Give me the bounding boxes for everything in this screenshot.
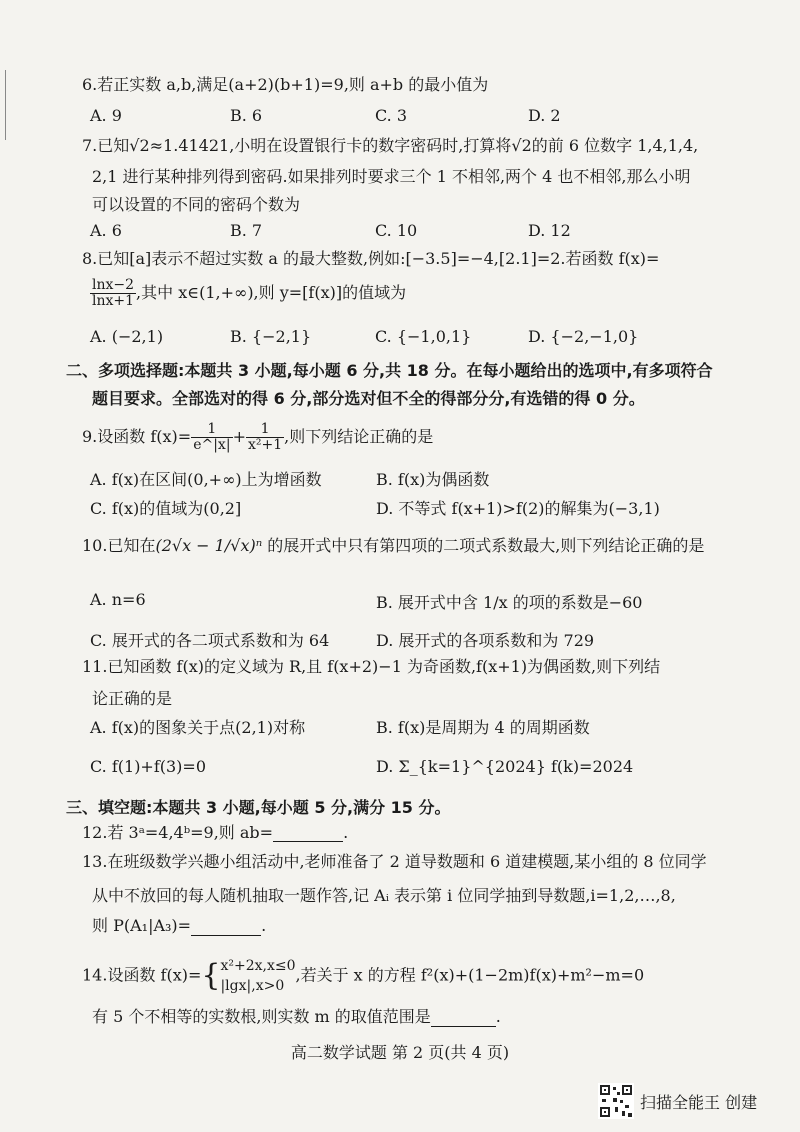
q8-frac-num: lnx−2 (92, 277, 135, 293)
margin-line (5, 70, 6, 140)
q12-stem (82, 824, 348, 842)
q9-frac2-num: 1 (246, 422, 284, 438)
q7-option-a: A. 6 (90, 221, 122, 240)
q8-frac-den: lnx+1 (92, 293, 135, 309)
q14-line2-prefix: 有 5 个不相等的实数根,则实数 m 的取值范围是 (92, 1007, 431, 1026)
q14-case2: |lgx|,x>0 (220, 978, 285, 994)
q12-answer-blank[interactable] (273, 827, 343, 842)
q12-prefix: 12.若 3ᵃ=4,4ᵇ=9,则 ab= (82, 823, 274, 842)
q14-answer-blank[interactable] (431, 1012, 496, 1027)
q13-line1: 13.在班级数学兴趣小组活动中,老师准备了 2 道导数题和 6 道建模题,某小组的 8 位同学 (82, 852, 707, 871)
q13-answer-blank[interactable] (191, 921, 261, 936)
q9-frac1-num: 1 (191, 422, 232, 438)
q14-brace: { (201, 958, 221, 993)
q9-option-a: A. f(x)在区间(0,+∞)上为增函数 (90, 470, 322, 489)
q8-option-c: C. {−1,0,1} (375, 327, 472, 346)
q11-line2: 论正确的是 (92, 689, 173, 708)
section3-heading: 三、填空题:本题共 3 小题,每小题 5 分,满分 15 分。 (66, 798, 451, 817)
q14-prefix: 14.设函数 f(x)= (82, 965, 202, 985)
q10-option-d: D. 展开式的各项系数和为 729 (376, 631, 595, 650)
q6-stem: 6.若正实数 a,b,满足(a+2)(b+1)=9,则 a+b 的最小值为 (82, 75, 489, 94)
q13-line3-suffix: . (261, 916, 267, 935)
q7-option-c: C. 10 (375, 221, 418, 240)
q9-option-d: D. 不等式 f(x+1)>f(2)的解集为(−3,1) (376, 499, 660, 518)
q10-stem (82, 537, 704, 555)
q7-line1: 7.已知√2≈1.41421,小明在设置银行卡的数字密码时,打算将√2的前 6 位数字 1,4,1,4, (82, 136, 699, 155)
q11-option-b: B. f(x)是周期为 4 的周期函数 (376, 718, 590, 737)
q7-line3: 可以设置的不同的密码个数为 (92, 195, 301, 214)
q10-expression: (2√x − 1/√x)ⁿ (155, 536, 263, 555)
q13-line3-prefix: 则 P(A₁|A₃)= (92, 916, 192, 935)
q11-option-c: C. f(1)+f(3)=0 (90, 757, 207, 776)
q6-option-a: A. 9 (90, 106, 122, 125)
q9-stem (82, 422, 433, 453)
q14-stem (82, 956, 644, 996)
q7-line2: 2,1 进行某种排列得到密码.如果排列时要求三个 1 不相邻,两个 4 也不相邻,那么小明 (92, 167, 691, 186)
q8-fraction (90, 278, 136, 309)
q6-option-c: C. 3 (375, 106, 408, 125)
q9-option-c: C. f(x)的值域为(0,2] (90, 499, 242, 518)
q14-suffix: ,若关于 x 的方程 f²(x)+(1−2m)f(x)+m²−m=0 (295, 965, 645, 985)
q12-suffix: . (343, 823, 349, 842)
q10-suffix: 的展开式中只有第四项的二项式系数最大,则下列结论正确的是 (262, 536, 705, 555)
q7-option-b: B. 7 (230, 221, 263, 240)
q14-line2-suffix: . (495, 1007, 501, 1026)
q6-option-d: D. 2 (528, 106, 561, 125)
q7-option-d: D. 12 (528, 221, 571, 240)
q9-frac1-den: e^|x| (193, 437, 231, 453)
q6-option-b: B. 6 (230, 106, 263, 125)
scanner-watermark: 扫描全能王 创建 (640, 1093, 758, 1112)
q11-option-a: A. f(x)的图象关于点(2,1)对称 (90, 718, 306, 737)
q9-frac1 (191, 422, 232, 453)
q9-plus: + (232, 427, 246, 446)
q13-line3 (92, 913, 266, 936)
q9-suffix: ,则下列结论正确的是 (284, 427, 434, 446)
page-footer: 高二数学试题 第 2 页(共 4 页) (290, 1043, 510, 1062)
q14-line2 (92, 1004, 501, 1027)
q9-frac2-den: x²+1 (247, 437, 283, 453)
q10-prefix: 10.已知在 (82, 536, 156, 555)
q8-option-b: B. {−2,1} (230, 327, 312, 346)
q9-frac2 (246, 422, 284, 453)
q10-option-c: C. 展开式的各二项式系数和为 64 (90, 631, 330, 650)
section2-heading: 二、多项选择题:本题共 3 小题,每小题 6 分,共 18 分。在每小题给出的选项中,有多项符合 (66, 361, 713, 380)
q11-option-d: D. Σ_{k=1}^{2024} f(k)=2024 (376, 757, 634, 776)
q11-line1: 11.已知函数 f(x)的定义域为 R,且 f(x+2)−1 为奇函数,f(x+1)为偶函数,则下列结 (82, 657, 661, 676)
qr-code-icon (598, 1083, 634, 1119)
section2-heading-line2: 题目要求。全部选对的得 6 分,部分选对但不全的得部分分,有选错的得 0 分。 (92, 389, 645, 408)
q14-case1: x²+2x,x≤0 (220, 958, 296, 974)
q8-line1: 8.已知[a]表示不超过实数 a 的最大整数,例如:[−3.5]=−4,[2.1]=2.若函数 f(x)= (82, 249, 660, 268)
q8-option-d: D. {−2,−1,0} (528, 327, 639, 346)
q8-line2 (90, 278, 406, 309)
q13-line2: 从中不放回的每人随机抽取一题作答,记 Aᵢ 表示第 i 位同学抽到导数题,i=1,2,…,8, (92, 886, 676, 905)
q9-prefix: 9.设函数 f(x)= (82, 427, 192, 446)
q8-option-a: A. (−2,1) (90, 327, 164, 346)
q14-cases (220, 956, 295, 996)
q9-option-b: B. f(x)为偶函数 (376, 470, 490, 489)
q10-option-b: B. 展开式中含 1/x 的项的系数是−60 (376, 593, 643, 612)
q8-line2-text: ,其中 x∈(1,+∞),则 y=[f(x)]的值域为 (136, 283, 407, 302)
q10-option-a: A. n=6 (90, 590, 146, 609)
